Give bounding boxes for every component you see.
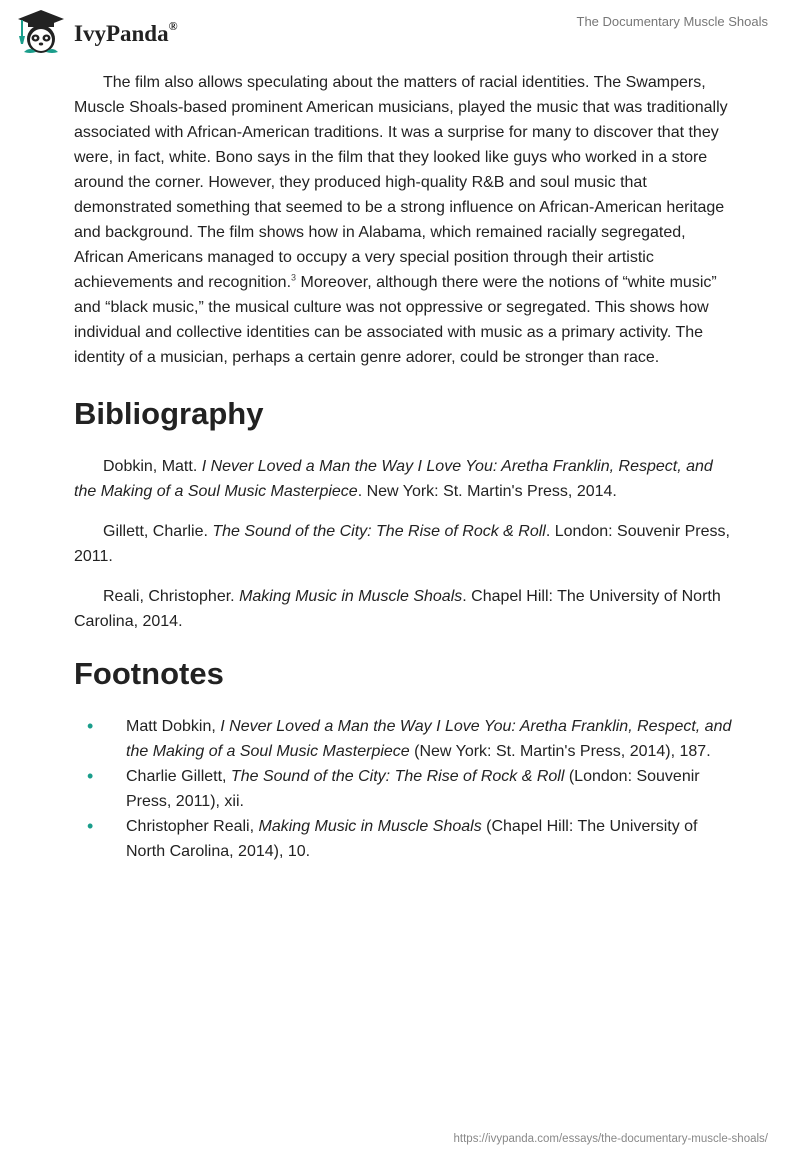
- footnotes-heading: Footnotes: [74, 656, 224, 691]
- bibliography-heading: Bibliography: [74, 396, 264, 431]
- source-url-link[interactable]: https://ivypanda.com/essays/the-documentary-muscle-shoals/: [453, 1133, 768, 1145]
- brand-name: IvyPanda®: [74, 19, 178, 46]
- body-paragraph: The film also allows speculating about the matters of racial identities. The Swampers, Muscle Shoals-based prominent American musicians, played the music that was traditionally associated with African-American traditions. It was a surprise for many to discover that they were, in fact, white. Bono says in the film that they looked like guys who worked in a store around the corner. However, they produced high-quality R&B and soul music that demonstrated something that seemed to be a strong influence on African-American heritage and background. The film shows how in Alabama, which remained racially segregated, African Americans managed to occupy a very special position through their artistic achievements and recognition.$^3$ Moreover, although there were the notions of “white music” and “black music,” the musical culture was not oppressive or segregated. This shows how individual and collective identities can be associated with music as a primary activity. The identity of a musician, perhaps a certain genre adorer, could be stronger than race.: [74, 74, 728, 366]
- panda-graduate-icon: [14, 8, 68, 56]
- ivypanda-logo[interactable]: [14, 8, 178, 56]
- footnote-item: • Matt Dobkin, I Never Loved a Man the Way I Love You: Aretha Franklin, Respect, and the Making of a Soul Music Masterpiece (New York: St. Martin's Press, 2014), 187.: [87, 716, 732, 760]
- bibliography-entry: Dobkin, Matt. I Never Loved a Man the Way I Love You: Aretha Franklin, Respect, and the Making of a Soul Music Masterpiece. New York: St. Martin's Press, 2014.: [74, 458, 713, 500]
- footnote-item: • Charlie Gillett, The Sound of the City: The Rise of Rock & Roll (London: Souvenir Press, 2011), xii.: [87, 766, 700, 810]
- bullet-icon: •: [87, 716, 94, 736]
- document-title: The Documentary Muscle Shoals: [576, 14, 768, 29]
- bibliography-entry: Reali, Christopher. Making Music in Muscle Shoals. Chapel Hill: The University of North Carolina, 2014.: [74, 588, 721, 630]
- bibliography-entry: Gillett, Charlie. The Sound of the City: The Rise of Rock & Roll. London: Souvenir Press, 2011.: [74, 523, 730, 565]
- footnote-item: • Christopher Reali, Making Music in Muscle Shoals (Chapel Hill: The University of North Carolina, 2014), 10.: [87, 816, 698, 860]
- bullet-icon: •: [87, 766, 94, 786]
- bullet-icon: •: [87, 816, 94, 836]
- footnotes-list: [74, 714, 734, 864]
- footnote-ref-3[interactable]: 3: [291, 272, 297, 283]
- page-header: [0, 0, 800, 60]
- document-content: [74, 70, 734, 864]
